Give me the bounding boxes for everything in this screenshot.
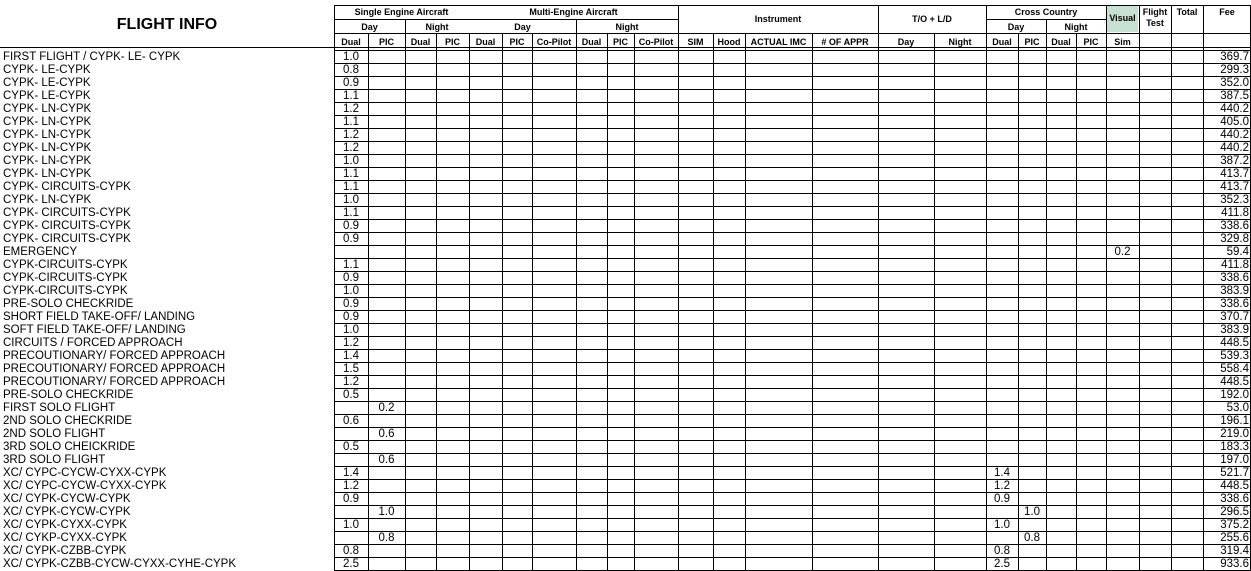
hours-cell: 1.4	[343, 350, 359, 362]
row-label: CIRCUITS / FORCED APPROACH	[3, 337, 183, 349]
column-header: Dual	[410, 37, 431, 47]
grid-line	[1018, 33, 1019, 571]
fee-cell: 411.8	[1221, 259, 1249, 271]
fee-cell: 369.7	[1220, 51, 1249, 63]
hours-cell: 0.2	[1114, 246, 1131, 258]
grid-line	[334, 505, 1251, 506]
fee-cell: 558.4	[1220, 363, 1249, 375]
grid-line	[334, 297, 1251, 298]
row-label: CYPK- LN-CYPK	[3, 194, 92, 206]
grid-line	[532, 33, 533, 571]
hours-cell: 2.5	[994, 558, 1010, 570]
grid-line	[502, 33, 503, 571]
row-label: SOFT FIELD TAKE-OFF/ LANDING	[3, 324, 186, 336]
grid-line	[745, 33, 746, 571]
fee-cell: 448.5	[1220, 480, 1249, 492]
grid-line	[334, 375, 1251, 376]
grid-line	[334, 362, 1251, 363]
hours-cell: 0.5	[343, 389, 359, 401]
row-label: 2ND SOLO CHECKRIDE	[3, 415, 133, 427]
row-label: XC/ CYPK-CYCW-CYPK	[3, 506, 131, 518]
row-label: PRE-SOLO CHECKRIDE	[3, 298, 134, 310]
hours-cell: 1.0	[343, 155, 359, 167]
column-header: Dual	[992, 37, 1012, 47]
column-header: PIC	[612, 37, 628, 47]
fee-cell: 413.7	[1220, 168, 1249, 180]
fee-cell: 196.1	[1220, 415, 1249, 427]
fee-cell: 338.6	[1220, 298, 1249, 310]
column-header: Dual	[475, 37, 496, 47]
hours-cell: 1.4	[343, 467, 359, 479]
row-label: XC/ CYPK-CYXX-CYPK	[3, 519, 127, 531]
grid-line	[334, 206, 1251, 207]
row-label: CYPK- LE-CYPK	[3, 77, 91, 89]
row-label: 2ND SOLO FLIGHT	[3, 428, 106, 440]
row-label: XC/ CYPC-CYCW-CYXX-CYPK	[3, 467, 167, 479]
hours-cell: 1.0	[343, 519, 359, 531]
grid-line	[334, 33, 1251, 34]
row-label: EMERGENCY	[3, 246, 78, 258]
hours-cell: 0.9	[994, 493, 1010, 505]
fee-cell: 387.2	[1220, 155, 1249, 167]
grid-line	[334, 5, 1251, 6]
hours-cell: 1.1	[343, 181, 359, 193]
column-header: Day	[897, 37, 915, 47]
column-header: Night	[948, 37, 972, 47]
row-label: SHORT FIELD TAKE-OFF/ LANDING	[3, 311, 196, 323]
fee-cell: 521.7	[1220, 467, 1249, 479]
grid-line	[934, 33, 935, 571]
grid-line	[634, 33, 635, 571]
grid-line	[469, 33, 470, 571]
fee-cell: 413.7	[1220, 181, 1249, 193]
row-label: PRE-SOLO CHECKRIDE	[3, 389, 134, 401]
row-label: PRECOUTIONARY/ FORCED APPROACH	[3, 350, 226, 362]
header-instrument: Instrument	[754, 14, 802, 24]
grid-line	[368, 33, 369, 571]
row-label: CYPK-CIRCUITS-CYPK	[3, 285, 128, 297]
grid-line	[607, 33, 608, 571]
grid-line	[334, 440, 1251, 441]
hours-cell: 1.4	[994, 467, 1010, 479]
hours-cell: 1.1	[343, 116, 359, 128]
row-label: FIRST FLIGHT / CYPK- LE- CYPK	[3, 51, 181, 63]
grid-line	[334, 401, 1251, 402]
grid-line	[334, 544, 1251, 545]
grid-line	[334, 258, 1251, 259]
row-label: CYPK- LN-CYPK	[3, 116, 92, 128]
header-visual: Visual	[1109, 13, 1136, 23]
grid-line	[334, 323, 1251, 324]
grid-line	[334, 167, 1251, 168]
grid-line	[334, 414, 1251, 415]
hours-cell: 1.1	[343, 207, 359, 219]
subheader-se-day: Day	[361, 22, 378, 32]
grid-line	[436, 33, 437, 571]
grid-line	[334, 128, 1251, 129]
hours-cell: 0.6	[378, 428, 395, 440]
grid-line	[334, 310, 1251, 311]
row-label: CYPK- CIRCUITS-CYPK	[3, 181, 131, 193]
hours-cell: 0.8	[994, 545, 1010, 557]
grid-line	[334, 531, 1251, 532]
hours-cell: 2.5	[343, 558, 359, 570]
hours-cell: 0.6	[343, 415, 359, 427]
grid-line	[334, 388, 1251, 389]
hours-cell: 1.1	[343, 259, 359, 271]
grid-line	[334, 518, 1251, 519]
grid-line	[334, 557, 1251, 558]
row-label: CYPK- LN-CYPK	[3, 155, 92, 167]
header-to-ld: T/O + L/D	[912, 14, 952, 24]
grid-line	[334, 284, 1251, 285]
hours-cell: 0.9	[343, 493, 359, 505]
fee-cell: 183.3	[1220, 441, 1249, 453]
hours-cell: 1.2	[343, 337, 359, 349]
hours-cell: 0.9	[343, 272, 359, 284]
grid-line	[334, 102, 1251, 103]
hours-cell: 1.1	[343, 168, 359, 180]
hours-cell: 1.2	[343, 142, 359, 154]
row-label: CYPK- LE-CYPK	[3, 64, 91, 76]
column-header: ACTUAL IMC	[750, 37, 807, 47]
column-header: Hood	[717, 37, 741, 47]
hours-cell: 1.1	[343, 90, 359, 102]
grid-line	[812, 33, 813, 571]
column-header: PIC	[1083, 37, 1099, 47]
header-cross-country: Cross Country	[1014, 7, 1078, 17]
column-header: Co-Pilot	[638, 37, 674, 47]
fee-cell: 296.5	[1220, 506, 1249, 518]
column-header: SIM	[687, 37, 704, 47]
grid-line	[334, 89, 1251, 90]
hours-cell: 0.8	[378, 532, 395, 544]
hours-cell: 0.2	[378, 402, 395, 414]
header-flight-test: Flight Test	[1142, 7, 1168, 28]
hours-cell: 0.6	[378, 454, 395, 466]
grid-line	[334, 141, 1251, 142]
hours-cell: 1.0	[343, 285, 359, 297]
row-label: XC/ CYPK-CYCW-CYPK	[3, 493, 131, 505]
hours-cell: 1.2	[343, 480, 359, 492]
hours-cell: 0.9	[343, 220, 359, 232]
grid-line	[334, 115, 1251, 116]
grid-line	[334, 219, 1251, 220]
grid-line	[334, 50, 1251, 51]
fee-cell: 411.8	[1221, 207, 1249, 219]
row-label: CYPK- CIRCUITS-CYPK	[3, 207, 131, 219]
grid-line	[334, 466, 1251, 467]
row-label: CYPK-CIRCUITS-CYPK	[3, 259, 128, 271]
row-label: XC/ CYPC-CYCW-CYXX-CYPK	[3, 480, 167, 492]
fee-cell: 405.0	[1220, 116, 1249, 128]
header-single-engine: Single Engine Aircraft	[354, 7, 449, 17]
fee-cell: 219.0	[1220, 428, 1249, 440]
fee-cell: 338.6	[1220, 493, 1249, 505]
fee-cell: 387.5	[1220, 90, 1249, 102]
fee-cell: 440.2	[1220, 103, 1249, 115]
hours-cell: 0.9	[343, 298, 359, 310]
grid-line	[334, 76, 1251, 77]
hours-cell: 0.8	[1024, 532, 1040, 544]
hours-cell: 1.2	[994, 480, 1010, 492]
fee-cell: 197.0	[1220, 454, 1249, 466]
grid-line	[1076, 33, 1077, 571]
row-label: FIRST SOLO FLIGHT	[3, 402, 116, 414]
hours-cell: 0.8	[343, 545, 359, 557]
column-header: PIC	[509, 37, 525, 47]
fee-cell: 370.7	[1220, 311, 1249, 323]
subheader-xc-night: Night	[1064, 22, 1088, 32]
row-label: CYPK- LN-CYPK	[3, 168, 92, 180]
fee-cell: 383.9	[1220, 324, 1249, 336]
hours-cell: 1.0	[343, 324, 359, 336]
fee-cell: 448.5	[1220, 337, 1249, 349]
header-multi-engine: Multi-Engine Aircraft	[529, 7, 618, 17]
fee-cell: 59.4	[1226, 246, 1249, 258]
row-label: PRECOUTIONARY/ FORCED APPROACH	[3, 363, 226, 375]
fee-cell: 383.9	[1220, 285, 1249, 297]
row-label: CYPK- CIRCUITS-CYPK	[3, 220, 131, 232]
fee-cell: 352.0	[1220, 77, 1249, 89]
subheader-xc-day: Day	[1007, 22, 1025, 32]
grid-line	[334, 63, 1251, 64]
grid-line	[334, 336, 1251, 337]
hours-cell: 1.0	[994, 519, 1010, 531]
hours-cell: 1.0	[343, 51, 359, 63]
fee-cell: 255.6	[1220, 532, 1249, 544]
fee-cell: 192.0	[1220, 389, 1249, 401]
hours-cell: 0.5	[343, 441, 359, 453]
fee-cell: 329.8	[1220, 233, 1249, 245]
hours-cell: 1.2	[343, 129, 359, 141]
subheader-se-night: Night	[425, 22, 449, 32]
grid-line	[334, 427, 1251, 428]
row-label: 3RD SOLO CHEICKRIDE	[3, 441, 136, 453]
row-label: CYPK-CIRCUITS-CYPK	[3, 272, 128, 284]
row-label: CYPK- LN-CYPK	[3, 103, 92, 115]
fee-cell: 539.3	[1220, 350, 1249, 362]
sheet-title: FLIGHT INFO	[116, 16, 218, 33]
column-header: Dual	[1051, 37, 1071, 47]
hours-cell: 1.2	[343, 103, 359, 115]
grid-line	[334, 180, 1251, 181]
row-label: CYPK- LN-CYPK	[3, 142, 92, 154]
fee-cell: 338.6	[1220, 220, 1249, 232]
fee-cell: 319.4	[1220, 545, 1249, 557]
column-header: PIC	[1024, 37, 1040, 47]
hours-cell: 1.0	[1024, 506, 1040, 518]
fee-cell: 375.2	[1220, 519, 1249, 531]
hours-cell: 1.2	[343, 376, 359, 388]
row-label: PRECOUTIONARY/ FORCED APPROACH	[3, 376, 226, 388]
grid-line	[713, 33, 714, 571]
hours-cell: 1.0	[343, 194, 359, 206]
column-header: Sim	[1114, 37, 1131, 47]
column-header: Co-Pilot	[536, 37, 572, 47]
grid-line	[334, 271, 1251, 272]
row-label: XC/ CYKP-CYXX-CYPK	[3, 532, 127, 544]
header-fee: Fee	[1219, 7, 1235, 17]
column-header: Dual	[341, 37, 361, 47]
grid-line	[334, 349, 1251, 350]
grid-line	[0, 47, 1251, 48]
grid-line	[334, 19, 678, 20]
column-header: Dual	[581, 37, 602, 47]
header-total: Total	[1176, 7, 1198, 17]
row-label: 3RD SOLO FLIGHT	[3, 454, 106, 466]
row-label: CYPK- CIRCUITS-CYPK	[3, 233, 131, 245]
fee-cell: 933.6	[1220, 558, 1249, 570]
subheader-me-night: Night	[615, 22, 639, 32]
grid-line	[334, 245, 1251, 246]
grid-line	[334, 479, 1251, 480]
fee-cell: 299.3	[1220, 64, 1249, 76]
fee-cell: 448.5	[1220, 376, 1249, 388]
row-label: XC/ CYPK-CZBB-CYCW-CYXX-CYHE-CYPK	[3, 558, 237, 570]
hours-cell: 1.5	[343, 363, 359, 375]
hours-cell: 0.9	[343, 77, 359, 89]
column-header: # OF APPR	[821, 37, 869, 47]
grid-line	[334, 232, 1251, 233]
fee-cell: 440.2	[1220, 142, 1249, 154]
hours-cell: 1.0	[378, 506, 395, 518]
hours-cell: 0.8	[343, 64, 359, 76]
row-label: CYPK- LE-CYPK	[3, 90, 91, 102]
column-header: PIC	[444, 37, 460, 47]
hours-cell: 0.9	[343, 311, 359, 323]
column-header: PIC	[378, 37, 394, 47]
row-label: XC/ CYPK-CZBB-CYPK	[3, 545, 127, 557]
fee-cell: 338.6	[1220, 272, 1249, 284]
hours-cell: 0.9	[343, 233, 359, 245]
fee-cell: 352.3	[1220, 194, 1249, 206]
row-label: CYPK- LN-CYPK	[3, 129, 92, 141]
grid-line	[334, 492, 1251, 493]
grid-line	[334, 453, 1251, 454]
subheader-me-day: Day	[514, 22, 531, 32]
grid-line	[334, 193, 1251, 194]
fee-cell: 440.2	[1220, 129, 1249, 141]
grid-line	[334, 154, 1251, 155]
fee-cell: 53.0	[1226, 402, 1249, 414]
